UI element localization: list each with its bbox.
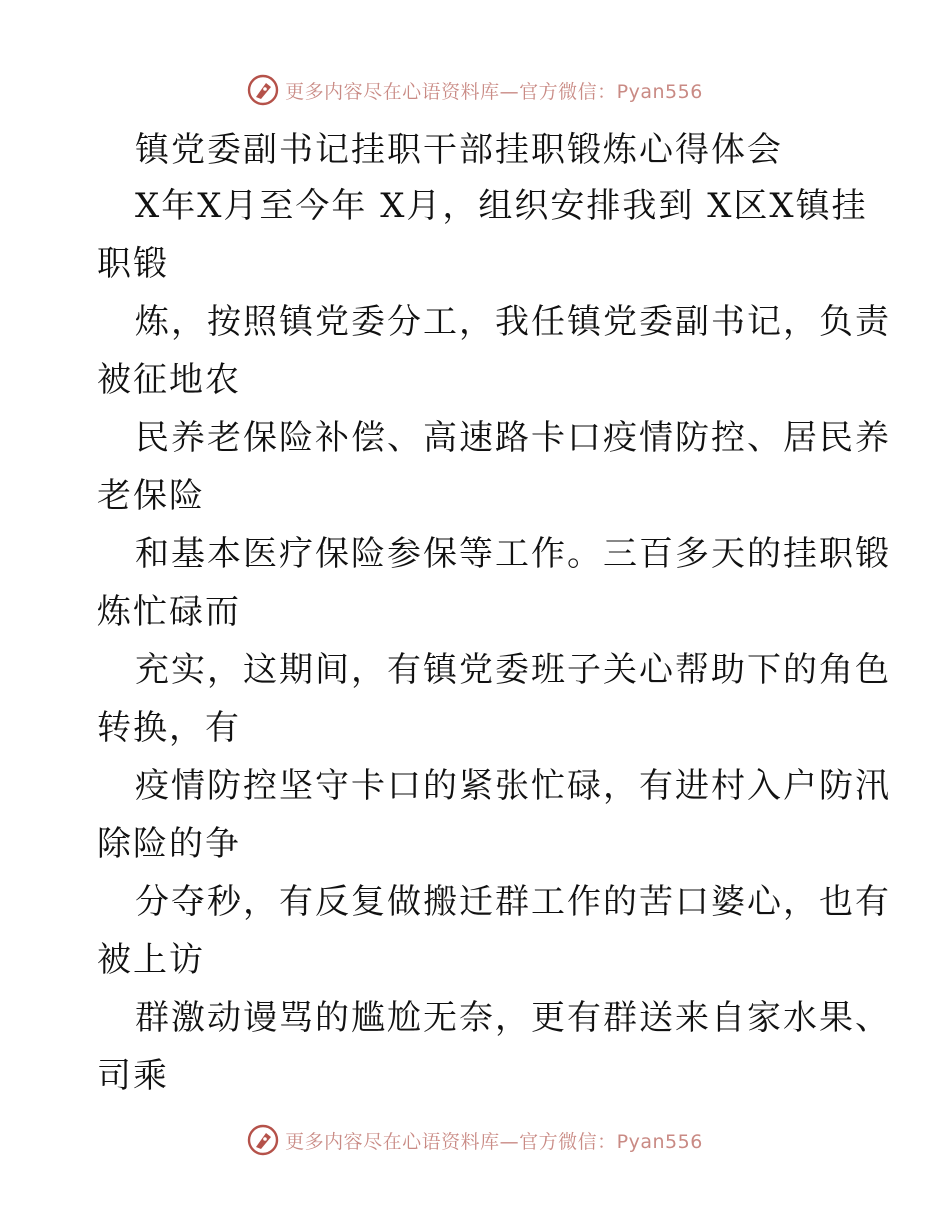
paragraph-line: 疫情防控坚守卡口的紧张忙碌，有进村入户防汛: [135, 766, 891, 806]
watermark-text: 更多内容尽在心语资料库—官方微信：Pyan556: [285, 80, 703, 103]
pen-nib-logo-icon: [247, 74, 279, 106]
paragraph-line: 炼忙碌而: [97, 592, 241, 632]
paragraph-line: 分夺秒，有反复做搬迁群工作的苦口婆心，也有: [135, 882, 891, 922]
paragraph-line: 炼，按照镇党委分工，我任镇党委副书记，负责: [135, 302, 891, 342]
footer-watermark: [0, 1120, 950, 1160]
paragraph-line: 职锻: [97, 244, 169, 284]
paragraph-line: 转换，有: [97, 708, 241, 748]
paragraph-line: 被征地农: [97, 360, 241, 400]
pen-nib-logo-icon: [247, 1124, 279, 1156]
header-watermark: [0, 70, 950, 110]
document-title: 镇党委副书记挂职干部挂职锻炼心得体会: [135, 130, 783, 170]
paragraph-line: 群激动谩骂的尴尬无奈，更有群送来自家水果、: [135, 998, 891, 1038]
paragraph-line: 司乘: [97, 1056, 169, 1096]
paragraph-line: 被上访: [97, 940, 205, 980]
watermark-text: 更多内容尽在心语资料库—官方微信：Pyan556: [285, 1130, 703, 1153]
paragraph-line: 充实，这期间，有镇党委班子关心帮助下的角色: [135, 650, 891, 690]
paragraph-line: 老保险: [97, 476, 205, 516]
paragraph-line: X年X月至今年 X月，组织安排我到 X区X镇挂: [135, 186, 868, 226]
paragraph-line: 民养老保险补偿、高速路卡口疫情防控、居民养: [135, 418, 891, 458]
paragraph-line: 除险的争: [97, 824, 241, 864]
paragraph-line: 和基本医疗保险参保等工作。三百多天的挂职锻: [135, 534, 891, 574]
